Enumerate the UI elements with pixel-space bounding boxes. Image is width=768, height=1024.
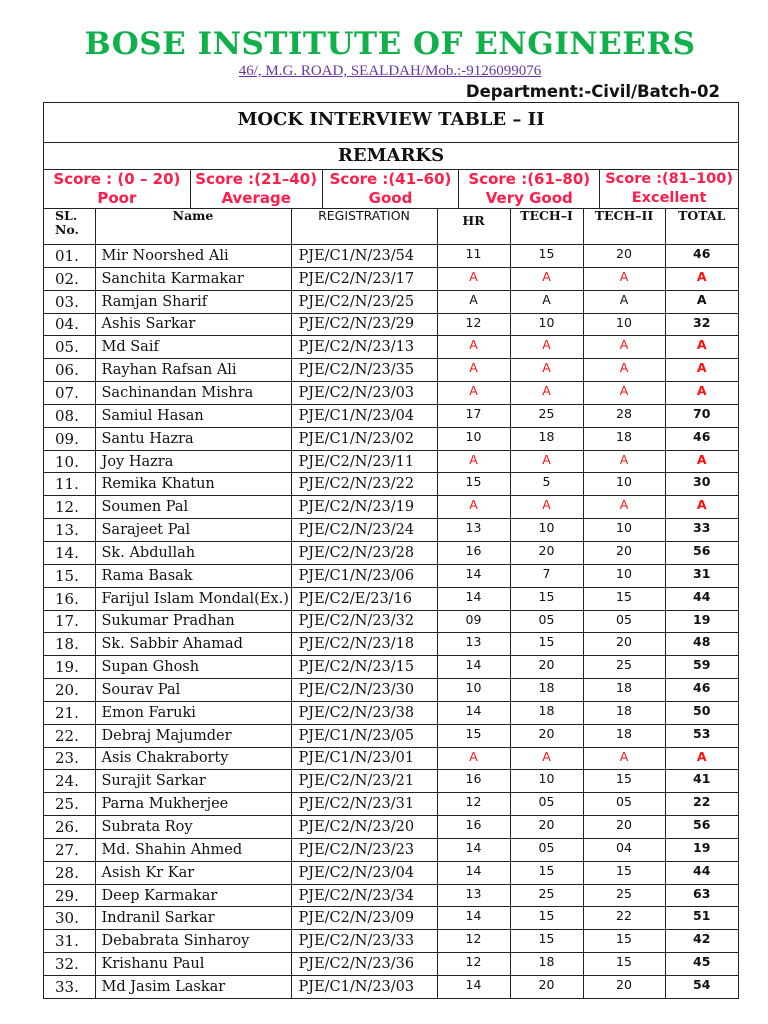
table-row bbox=[44, 701, 738, 724]
cell-name: Parna Mukherjee bbox=[95, 793, 291, 816]
cell-name: Debraj Majumder bbox=[95, 724, 291, 747]
cell-tech1: 10 bbox=[510, 313, 583, 336]
table-row bbox=[44, 473, 738, 496]
cell-sl-no: 14. bbox=[44, 541, 95, 564]
cell-registration: PJE/C1/N/23/54 bbox=[291, 245, 437, 268]
cell-tech1: 18 bbox=[510, 953, 583, 976]
cell-name: Ramjan Sharif bbox=[95, 290, 291, 313]
cell-tech2: 20 bbox=[583, 245, 665, 268]
cell-sl-no: 15. bbox=[44, 564, 95, 587]
table-row bbox=[44, 359, 738, 382]
table-row bbox=[44, 427, 738, 450]
cell-tech2: 22 bbox=[583, 907, 665, 930]
cell-sl-no: 10. bbox=[44, 450, 95, 473]
table-row bbox=[44, 587, 738, 610]
remarks-title: REMARKS bbox=[44, 143, 738, 170]
cell-registration: PJE/C1/N/23/06 bbox=[291, 564, 437, 587]
cell-sl-no: 26. bbox=[44, 816, 95, 839]
table-row bbox=[44, 770, 738, 793]
cell-registration: PJE/C2/N/23/19 bbox=[291, 496, 437, 519]
table-row bbox=[44, 290, 738, 313]
cell-hr: 13 bbox=[437, 633, 510, 656]
cell-hr: 14 bbox=[437, 587, 510, 610]
cell-tech2: 20 bbox=[583, 816, 665, 839]
cell-tech2: 10 bbox=[583, 519, 665, 542]
cell-hr: A bbox=[437, 747, 510, 770]
department-batch: Department:-Civil/Batch-02 bbox=[465, 82, 720, 101]
cell-sl-no: 24. bbox=[44, 770, 95, 793]
cell-hr: A bbox=[437, 359, 510, 382]
cell-tech2: 15 bbox=[583, 930, 665, 953]
cell-tech1: 15 bbox=[510, 907, 583, 930]
cell-tech2: 25 bbox=[583, 884, 665, 907]
table-header-row bbox=[44, 209, 738, 245]
cell-registration: PJE/C2/E/23/16 bbox=[291, 587, 437, 610]
table-row bbox=[44, 930, 738, 953]
cell-tech2: 05 bbox=[583, 793, 665, 816]
cell-registration: PJE/C2/N/23/29 bbox=[291, 313, 437, 336]
cell-total: 41 bbox=[665, 770, 738, 793]
cell-total: 32 bbox=[665, 313, 738, 336]
cell-tech1: A bbox=[510, 359, 583, 382]
legend-good bbox=[323, 170, 460, 208]
cell-registration: PJE/C1/N/23/04 bbox=[291, 404, 437, 427]
cell-tech1: A bbox=[510, 382, 583, 405]
cell-sl-no: 04. bbox=[44, 313, 95, 336]
cell-total: 46 bbox=[665, 245, 738, 268]
cell-tech1: 20 bbox=[510, 724, 583, 747]
cell-hr: 14 bbox=[437, 564, 510, 587]
cell-registration: PJE/C2/N/23/34 bbox=[291, 884, 437, 907]
table-row bbox=[44, 953, 738, 976]
cell-total: 22 bbox=[665, 793, 738, 816]
cell-name: Surajit Sarkar bbox=[95, 770, 291, 793]
cell-hr: A bbox=[437, 450, 510, 473]
table-row bbox=[44, 747, 738, 770]
cell-registration: PJE/C2/N/23/25 bbox=[291, 290, 437, 313]
legend-range: Score : (0 – 20) bbox=[53, 170, 181, 188]
table-row bbox=[44, 450, 738, 473]
table-row bbox=[44, 679, 738, 702]
cell-registration: PJE/C2/N/23/36 bbox=[291, 953, 437, 976]
cell-tech1: 05 bbox=[510, 838, 583, 861]
cell-registration: PJE/C2/N/23/18 bbox=[291, 633, 437, 656]
cell-sl-no: 27. bbox=[44, 838, 95, 861]
cell-tech2: 20 bbox=[583, 633, 665, 656]
cell-hr: 16 bbox=[437, 770, 510, 793]
cell-name: Sk. Abdullah bbox=[95, 541, 291, 564]
table-row bbox=[44, 907, 738, 930]
cell-total: A bbox=[665, 382, 738, 405]
cell-registration: PJE/C2/N/23/17 bbox=[291, 267, 437, 290]
cell-hr: 11 bbox=[437, 245, 510, 268]
cell-tech2: 15 bbox=[583, 953, 665, 976]
cell-tech2: A bbox=[583, 496, 665, 519]
cell-registration: PJE/C2/N/23/31 bbox=[291, 793, 437, 816]
cell-hr: A bbox=[437, 496, 510, 519]
cell-tech1: A bbox=[510, 450, 583, 473]
table-row bbox=[44, 976, 738, 998]
table-row bbox=[44, 884, 738, 907]
cell-name: Sarajeet Pal bbox=[95, 519, 291, 542]
cell-tech2: 20 bbox=[583, 541, 665, 564]
cell-name: Asis Chakraborty bbox=[95, 747, 291, 770]
cell-registration: PJE/C2/N/23/38 bbox=[291, 701, 437, 724]
cell-total: 33 bbox=[665, 519, 738, 542]
table-row bbox=[44, 404, 738, 427]
cell-registration: PJE/C1/N/23/02 bbox=[291, 427, 437, 450]
cell-tech2: 15 bbox=[583, 861, 665, 884]
legend-average bbox=[191, 170, 323, 208]
cell-tech1: 05 bbox=[510, 610, 583, 633]
cell-registration: PJE/C2/N/23/09 bbox=[291, 907, 437, 930]
cell-tech2: 18 bbox=[583, 701, 665, 724]
cell-tech2: 18 bbox=[583, 679, 665, 702]
cell-name: Sanchita Karmakar bbox=[95, 267, 291, 290]
cell-tech1: 5 bbox=[510, 473, 583, 496]
cell-tech2: A bbox=[583, 382, 665, 405]
cell-tech1: 15 bbox=[510, 930, 583, 953]
cell-registration: PJE/C2/N/23/15 bbox=[291, 656, 437, 679]
cell-tech1: 20 bbox=[510, 541, 583, 564]
cell-tech2: 18 bbox=[583, 724, 665, 747]
cell-name: Sourav Pal bbox=[95, 679, 291, 702]
cell-tech1: 18 bbox=[510, 701, 583, 724]
cell-total: 70 bbox=[665, 404, 738, 427]
cell-hr: 14 bbox=[437, 907, 510, 930]
cell-registration: PJE/C1/N/23/05 bbox=[291, 724, 437, 747]
cell-total: 19 bbox=[665, 610, 738, 633]
cell-total: A bbox=[665, 496, 738, 519]
legend-range: Score :(81–100) bbox=[605, 171, 733, 187]
cell-name: Asish Kr Kar bbox=[95, 861, 291, 884]
cell-hr: 16 bbox=[437, 541, 510, 564]
cell-tech2: 25 bbox=[583, 656, 665, 679]
cell-total: 44 bbox=[665, 587, 738, 610]
table-title: MOCK INTERVIEW TABLE – II bbox=[44, 103, 738, 143]
legend-grade: Very Good bbox=[485, 189, 573, 207]
cell-total: 48 bbox=[665, 633, 738, 656]
cell-tech2: A bbox=[583, 267, 665, 290]
cell-sl-no: 12. bbox=[44, 496, 95, 519]
cell-sl-no: 21. bbox=[44, 701, 95, 724]
cell-sl-no: 03. bbox=[44, 290, 95, 313]
cell-tech1: 25 bbox=[510, 884, 583, 907]
cell-hr: 10 bbox=[437, 679, 510, 702]
cell-tech2: 15 bbox=[583, 770, 665, 793]
cell-registration: PJE/C2/N/23/13 bbox=[291, 336, 437, 359]
cell-tech1: 15 bbox=[510, 633, 583, 656]
cell-name: Subrata Roy bbox=[95, 816, 291, 839]
cell-name: Indranil Sarkar bbox=[95, 907, 291, 930]
cell-hr: 09 bbox=[437, 610, 510, 633]
cell-name: Krishanu Paul bbox=[95, 953, 291, 976]
cell-total: 42 bbox=[665, 930, 738, 953]
cell-sl-no: 07. bbox=[44, 382, 95, 405]
cell-total: A bbox=[665, 747, 738, 770]
cell-sl-no: 18. bbox=[44, 633, 95, 656]
cell-tech2: 05 bbox=[583, 610, 665, 633]
cell-tech2: A bbox=[583, 336, 665, 359]
cell-hr: 13 bbox=[437, 519, 510, 542]
cell-tech1: 20 bbox=[510, 976, 583, 998]
table-row bbox=[44, 267, 738, 290]
cell-registration: PJE/C2/N/23/30 bbox=[291, 679, 437, 702]
cell-name: Sukumar Pradhan bbox=[95, 610, 291, 633]
cell-name: Soumen Pal bbox=[95, 496, 291, 519]
cell-name: Sachinandan Mishra bbox=[95, 382, 291, 405]
cell-hr: 15 bbox=[437, 473, 510, 496]
cell-sl-no: 29. bbox=[44, 884, 95, 907]
cell-name: Rama Basak bbox=[95, 564, 291, 587]
cell-sl-no: 22. bbox=[44, 724, 95, 747]
cell-name: Sk. Sabbir Ahamad bbox=[95, 633, 291, 656]
cell-total: 51 bbox=[665, 907, 738, 930]
cell-tech1: 10 bbox=[510, 519, 583, 542]
col-tech1: TECH–I bbox=[510, 209, 583, 245]
cell-total: 56 bbox=[665, 816, 738, 839]
table-row bbox=[44, 816, 738, 839]
score-legend bbox=[44, 170, 738, 209]
cell-sl-no: 33. bbox=[44, 976, 95, 998]
cell-sl-no: 17. bbox=[44, 610, 95, 633]
table-row bbox=[44, 382, 738, 405]
cell-hr: 14 bbox=[437, 976, 510, 998]
cell-tech2: 04 bbox=[583, 838, 665, 861]
cell-registration: PJE/C2/N/23/20 bbox=[291, 816, 437, 839]
cell-sl-no: 16. bbox=[44, 587, 95, 610]
table-row bbox=[44, 313, 738, 336]
cell-registration: PJE/C2/N/23/03 bbox=[291, 382, 437, 405]
cell-sl-no: 11. bbox=[44, 473, 95, 496]
table-row bbox=[44, 336, 738, 359]
cell-hr: A bbox=[437, 382, 510, 405]
institute-address: 46/, M.G. ROAD, SEALDAH/Mob.:-9126099076 bbox=[238, 63, 542, 79]
table-row bbox=[44, 541, 738, 564]
cell-tech2: 20 bbox=[583, 976, 665, 998]
cell-tech1: 15 bbox=[510, 245, 583, 268]
cell-tech1: 18 bbox=[510, 679, 583, 702]
cell-tech2: 28 bbox=[583, 404, 665, 427]
cell-total: 30 bbox=[665, 473, 738, 496]
cell-tech2: A bbox=[583, 450, 665, 473]
cell-total: A bbox=[665, 336, 738, 359]
cell-tech2: 18 bbox=[583, 427, 665, 450]
cell-sl-no: 19. bbox=[44, 656, 95, 679]
cell-hr: 17 bbox=[437, 404, 510, 427]
cell-hr: 12 bbox=[437, 953, 510, 976]
legend-range: Score :(41–60) bbox=[329, 170, 452, 188]
cell-name: Mir Noorshed Ali bbox=[95, 245, 291, 268]
cell-total: 56 bbox=[665, 541, 738, 564]
col-registration: REGISTRATION bbox=[291, 209, 437, 245]
cell-sl-no: 23. bbox=[44, 747, 95, 770]
table-row bbox=[44, 793, 738, 816]
cell-total: 46 bbox=[665, 679, 738, 702]
cell-tech1: A bbox=[510, 267, 583, 290]
cell-tech2: 10 bbox=[583, 473, 665, 496]
legend-grade: Good bbox=[368, 189, 413, 207]
cell-tech1: 18 bbox=[510, 427, 583, 450]
cell-sl-no: 25. bbox=[44, 793, 95, 816]
cell-total: 45 bbox=[665, 953, 738, 976]
col-name: Name bbox=[95, 209, 291, 245]
cell-total: 59 bbox=[665, 656, 738, 679]
cell-total: 63 bbox=[665, 884, 738, 907]
cell-total: 50 bbox=[665, 701, 738, 724]
cell-hr: 16 bbox=[437, 816, 510, 839]
cell-sl-no: 28. bbox=[44, 861, 95, 884]
cell-hr: A bbox=[437, 290, 510, 313]
cell-hr: 12 bbox=[437, 930, 510, 953]
cell-tech1: A bbox=[510, 290, 583, 313]
cell-hr: A bbox=[437, 267, 510, 290]
legend-excellent bbox=[600, 170, 738, 208]
cell-total: 19 bbox=[665, 838, 738, 861]
cell-total: A bbox=[665, 267, 738, 290]
cell-registration: PJE/C2/N/23/21 bbox=[291, 770, 437, 793]
cell-sl-no: 05. bbox=[44, 336, 95, 359]
cell-name: Md Jasim Laskar bbox=[95, 976, 291, 998]
col-total: TOTAL bbox=[665, 209, 738, 245]
table-row bbox=[44, 564, 738, 587]
cell-hr: 14 bbox=[437, 861, 510, 884]
col-tech2: TECH–II bbox=[583, 209, 665, 245]
cell-name: Emon Faruki bbox=[95, 701, 291, 724]
cell-sl-no: 06. bbox=[44, 359, 95, 382]
cell-tech2: 10 bbox=[583, 313, 665, 336]
cell-tech1: 20 bbox=[510, 656, 583, 679]
cell-sl-no: 31. bbox=[44, 930, 95, 953]
cell-tech2: 10 bbox=[583, 564, 665, 587]
cell-registration: PJE/C2/N/23/32 bbox=[291, 610, 437, 633]
cell-total: 44 bbox=[665, 861, 738, 884]
cell-sl-no: 30. bbox=[44, 907, 95, 930]
cell-hr: 15 bbox=[437, 724, 510, 747]
table-row bbox=[44, 245, 738, 268]
legend-range: Score :(21–40) bbox=[195, 170, 318, 188]
cell-name: Deep Karmakar bbox=[95, 884, 291, 907]
institute-title: BOSE INSTITUTE OF ENGINEERS bbox=[84, 26, 696, 62]
cell-name: Samiul Hasan bbox=[95, 404, 291, 427]
cell-tech1: 20 bbox=[510, 816, 583, 839]
cell-hr: 12 bbox=[437, 313, 510, 336]
cell-hr: 12 bbox=[437, 793, 510, 816]
table-row bbox=[44, 724, 738, 747]
legend-poor bbox=[44, 170, 191, 208]
table-row bbox=[44, 610, 738, 633]
cell-tech2: A bbox=[583, 747, 665, 770]
cell-tech1: 10 bbox=[510, 770, 583, 793]
cell-registration: PJE/C2/N/23/04 bbox=[291, 861, 437, 884]
table-row bbox=[44, 633, 738, 656]
cell-name: Debabrata Sinharoy bbox=[95, 930, 291, 953]
col-hr: HR bbox=[437, 209, 510, 245]
table-row bbox=[44, 656, 738, 679]
legend-grade: Excellent bbox=[631, 190, 707, 206]
cell-registration: PJE/C2/N/23/22 bbox=[291, 473, 437, 496]
scores-table bbox=[44, 209, 738, 998]
cell-name: Md Saif bbox=[95, 336, 291, 359]
cell-tech1: 7 bbox=[510, 564, 583, 587]
cell-registration: PJE/C2/N/23/28 bbox=[291, 541, 437, 564]
cell-tech2: A bbox=[583, 290, 665, 313]
cell-hr: 13 bbox=[437, 884, 510, 907]
cell-sl-no: 13. bbox=[44, 519, 95, 542]
cell-name: Md. Shahin Ahmed bbox=[95, 838, 291, 861]
cell-name: Supan Ghosh bbox=[95, 656, 291, 679]
cell-tech1: 05 bbox=[510, 793, 583, 816]
legend-very-good bbox=[459, 170, 600, 208]
cell-tech1: 15 bbox=[510, 861, 583, 884]
cell-total: 53 bbox=[665, 724, 738, 747]
cell-tech2: 15 bbox=[583, 587, 665, 610]
cell-hr: 14 bbox=[437, 656, 510, 679]
cell-name: Rayhan Rafsan Ali bbox=[95, 359, 291, 382]
cell-total: A bbox=[665, 359, 738, 382]
cell-hr: 10 bbox=[437, 427, 510, 450]
cell-hr: 14 bbox=[437, 838, 510, 861]
cell-tech1: 15 bbox=[510, 587, 583, 610]
cell-registration: PJE/C1/N/23/03 bbox=[291, 976, 437, 998]
cell-total: 31 bbox=[665, 564, 738, 587]
legend-grade: Average bbox=[221, 189, 291, 207]
cell-total: A bbox=[665, 290, 738, 313]
cell-name: Ashis Sarkar bbox=[95, 313, 291, 336]
cell-sl-no: 20. bbox=[44, 679, 95, 702]
cell-registration: PJE/C2/N/23/11 bbox=[291, 450, 437, 473]
table-row bbox=[44, 519, 738, 542]
cell-sl-no: 01. bbox=[44, 245, 95, 268]
cell-sl-no: 32. bbox=[44, 953, 95, 976]
legend-range: Score :(61–80) bbox=[468, 170, 591, 188]
cell-tech1: A bbox=[510, 496, 583, 519]
table-row bbox=[44, 838, 738, 861]
cell-hr: A bbox=[437, 336, 510, 359]
cell-total: A bbox=[665, 450, 738, 473]
cell-name: Joy Hazra bbox=[95, 450, 291, 473]
cell-registration: PJE/C2/N/23/33 bbox=[291, 930, 437, 953]
cell-name: Remika Khatun bbox=[95, 473, 291, 496]
legend-grade: Poor bbox=[97, 189, 137, 207]
cell-tech1: A bbox=[510, 747, 583, 770]
cell-name: Farijul Islam Mondal(Ex.) bbox=[95, 587, 291, 610]
cell-total: 54 bbox=[665, 976, 738, 998]
cell-tech1: A bbox=[510, 336, 583, 359]
mock-interview-sheet bbox=[43, 102, 739, 999]
cell-hr: 14 bbox=[437, 701, 510, 724]
cell-name: Santu Hazra bbox=[95, 427, 291, 450]
cell-registration: PJE/C2/N/23/24 bbox=[291, 519, 437, 542]
cell-registration: PJE/C1/N/23/01 bbox=[291, 747, 437, 770]
cell-sl-no: 02. bbox=[44, 267, 95, 290]
cell-total: 46 bbox=[665, 427, 738, 450]
cell-sl-no: 08. bbox=[44, 404, 95, 427]
col-sl: SL. No. bbox=[44, 209, 95, 245]
cell-tech2: A bbox=[583, 359, 665, 382]
cell-registration: PJE/C2/N/23/35 bbox=[291, 359, 437, 382]
table-row bbox=[44, 496, 738, 519]
cell-registration: PJE/C2/N/23/23 bbox=[291, 838, 437, 861]
cell-tech1: 25 bbox=[510, 404, 583, 427]
table-row bbox=[44, 861, 738, 884]
cell-sl-no: 09. bbox=[44, 427, 95, 450]
